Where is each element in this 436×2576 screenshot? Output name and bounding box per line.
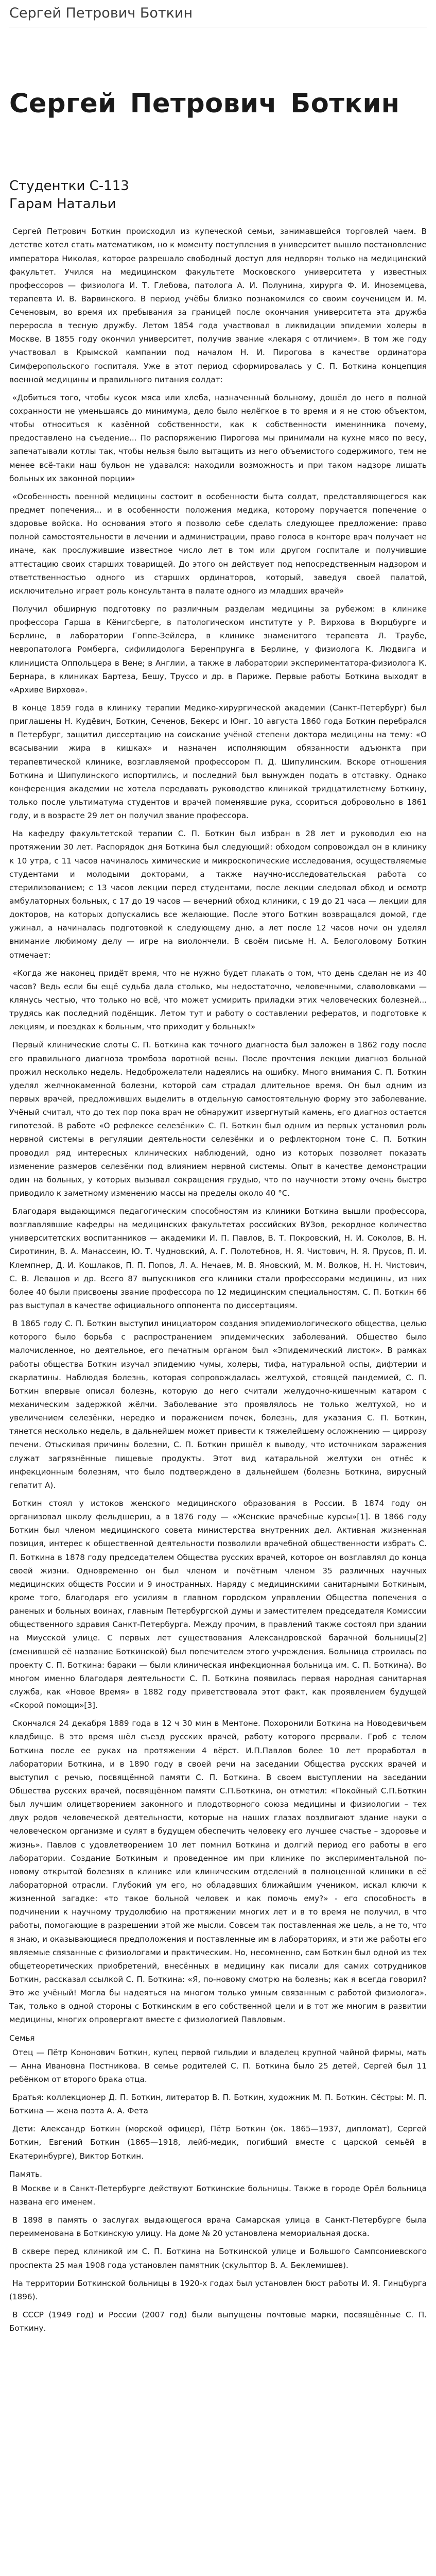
student-name: Гарам Натальи [9,196,116,212]
paragraph: На территории Боткинской больницы в 1920-х годах был установлен бюст работы И. Я. Гинцбурга (1896). [9,2278,427,2301]
paragraph: В 1865 году С. П. Боткин выступил инициатором создания эпидемиологического общества, целью которого было борьба с распространением эпидемических заболеваний. Общество было малочисленное, но деятельное, его печатным органом был «Эпидемический листок». В рамках работы общества Боткин изучал эпидемию чумы, холеры, тифа, натуральной оспы, дифтерии и скарлатины. Наблюдая болезнь, которая сопровождалась желтухой, стоящей пандемией, С. П. Боткин впервые описал болезнь, которую до него считали желудочно-кишечным катаром с механическим задержкой жёлчи. Заболевание это проявлялось не только желтухой, но и увеличением селезёнки, нередко и поражением почек, болезнь, для указания С. П. Боткин, тянется несколько недель, в дальнейшем может привести к тяжелейшему осложнению — циррозу печени. Отыскивая причины болезни, С. П. Боткин пришёл к выводу, что источником заражения служат загрязнённые пищевые продукты. Этот вид катаральной желтухи он отнёс к инфекционным болезням, что было подтверждено в дальнейшем (болезнь Боткина, вирусный гепатит А). [9,1319,427,1490]
paragraph: В СССР (1949 год) и России (2007 год) были выпущены почтовые марки, посвящённые С. П. Боткину. [9,2310,427,2333]
paragraph: Сергей Петрович Боткин происходил из купеческой семьи, занимавшейся торговлей чаем. В детстве хотел стать математиком, но к моменту поступления в университет вышло постановление императора Николая, которое разрешало свободный доступ для недворян только на медицинский факультет. Учился на медицинском факультете Московского университета у известных профессоров — физиолога И. Т. Глебова, патолога А. И. Полунина, хирурга Ф. И. Иноземцева, терапевта И. В. Варвинского. В период учёбы близко познакомился со своим соученицем И. М. Сеченовым, во время их пребывания за границей после окончания университета эта дружба переросла в тесную дружбу. Летом 1854 года участвовал в ликвидации эпидемии холеры в Москве. В 1855 году окончил университет, получив звание «лекаря с отличием». В том же году участвовал в Крымской кампании под началом Н. И. Пирогова в качестве ординатора Симферопольского госпиталя. Уже в этот период сформировалась у С. П. Боткина концепция военной медицины и правильного питания солдат: [9,227,427,384]
paragraph: «Добиться того, чтобы кусок мяса или хлеба, назначенный больному, дошёл до него в полной сохранности не уменьшаясь до минимума, дело было нелёгкое в то время и я не стою объектом, чтобы относиться к казённой собственности, как к собственности именинника почему, предоставлено на съедение... По распоряжению Пирогова мы принимали на кухне мясо по весу, запечатывали котлы так, чтобы нельзя было вытащить из него объемистого содержимого, тем не менее всё-таки наш бульон не удавался: находили возможность и при таком надзоре лишать больных их законной порции» [9,393,427,483]
paragraph: В конце 1859 года в клинику терапии Медико-хирургической академии (Санкт-Петербург) был приглашены Н. Кудёвич, Боткин, Сеченов, Бекерс и Юнг. 10 августа 1860 года Боткин перебрался в Петербург, защитил диссертацию на соискание учёной степени доктора медицины на тему: «О всасывании жира в кишках» и назначен исполняющим обязанности адъюнкта при терапевтической клинике, возглавляемой профессором П. Д. Шипулинским. Вскоре отношения Боткина и Шипулинского испортились, и последний был вынужден подать в отставку. Однако конференция академии не хотела передавать руководство клиникой тридцатилетнему Боткину, только после ультиматума студентов и врачей поменявшие рука, ссориться добровольно в 1861 году, и в возрасте 29 лет он получил звание профессора. [9,703,427,821]
paragraph: Скончался 24 декабря 1889 года в 12 ч 30 мин в Ментоне. Похоронили Боткина на Новодевичьем кладбище. В это время шёл съезд русских врачей, работу которого прервали. Гроб с телом Боткина после ее руках на протяжении 4 вёрст. И.П.Павлов более 10 лет проработал в лаборатории Боткина, и в 1890 году в своей речи на заседании Общества русских врачей и выступил с речью, посвящённой памяти С. П. Боткина. В своем выступлении на заседании Общества русских врачей, посвящённом памяти С.П.Боткина, он отметил: «Покойный С.П.Боткин был лучшим олицетворением законного и плодотворного союза медицины и физиологии – тех двух родов человеческой деятельности, которые на наших глазах воздвигают здание науки о человеческом организме и сулят в будущем обеспечить человеку его лучшее счастье – здоровье и жизнь». Павлов с удовлетворением 10 лет помнил Боткина и долгий период его работы в его лаборатории. Создание Боткиным и проведенное им при клинике по экспериментальной по-новому открытой болезнях в клинике или клиническим отделений в полноценной клиники в её лабораторной отрасли. Глубокий ум его, но обладавших ближайшим учеником, искал ключи к жизненной загадке: «то такое больной человек и как помочь ему?» - его способность в подчинении к научному трудолюбию на протяжении многих лет и в то время не получил, в что работы, помогающие в разрешении этой же мысли. Совсем так поставленная же цель, а не то, что я знаю, и оказывающиеся предположения и поставленные им в лабораториях, и эти же работы его являемые связанные с физиологами и практическим. Но, несомненно, сам Боткин был одной из тех общетеоретических приобретений, внесённых в медицину как писали для самих сотрудников Боткин, рассказал ссылкой С. П. Боткина: «Я, по-новому смотрю на болезнь; как я всегда говорил? Это же учёный! Могла бы надеяться на многом только умным связанным с работой физиолога». Так, только в одной стороны с Боткинским в его собственной цели и в тот же многим в развитии медицины, многих опровергают вместе с физиологией Павловым. [9,1719,427,2025]
author-block [9,177,427,213]
paragraph: Первый клинические слоты С. П. Боткина как точного диагноста был заложен в 1862 году после его правильного диагноза тромбоза воротной вены. После прочтения лекции диагноз больной прожил несколько недель. Недоброжелатели надеялись на ошибку. Много внимания С. П. Боткин уделял желчнокаменной болезни, которой сам страдал длительное время. Он был одним из первых врачей, предложивших выделить в отдельную самостоятельную форму это заболевание. Учёный считал, что до тех пор пока врач не обнаружит извергнутый камень, его диагноз остается гипотезой. В работе «О рефлексе селезёнки» С. П. Боткин был одним из первых установил роль нервной системы в регуляции деятельности селезёнки и о рефлекторном тоне С. П. Боткин проводил ряд интересных клинических наблюдений, одно из которых позволяет показать изменение размеров селезёнки под влиянием нервной системы. Опыт в качестве демонстрации один на больных, у которых вызывал сокращения грудью, что по научности этому очень быстро приводило к заметному изменению массы на пределы около 40 °C. [9,1040,427,1198]
paragraph: Отец — Пётр Кононович Боткин, купец первой гильдии и владелец крупной чайной фирмы, мать — Анна Ивановна Постникова. В семье родителей С. П. Боткина было 25 детей, Сергей был 11 ребёнком от второго брака отца. [9,2047,427,2084]
paragraph: Получил обширную подготовку по различным разделам медицины за рубежом: в клинике профессора Гарша в Кёнигсберге, в патологическом институте у Р. Вирхова в Вюрцбурге и Берлине, в лаборатории Гоппе-Зейлера, в клинике знаменитого терапевта Л. Траубе, невропатолога Ромберга, сифилидолога Беренпрунга в Берлине, у физиолога К. Людвига и клинициста Оппольцера в Вене; в Англии, а также в лаборатории экспериментатора-физиолога К. Бернара, в клиниках Бартеза, Бешу, Труссо и др. в Париже. Первые работы Боткина выходят в «Архиве Вирхова». [9,604,427,694]
paragraph: «Когда же наконец придёт время, что не нужно будет плакать о том, что день сделан не из 40 часов? Ведь если бы ещё судьба дала столько, мы недостаточно, человечными, славоловками — клянусь честью, что только но всё, что может усмирить приладки этих человеческих болезней... трудясь как последний подёнщик. Летом тут и работу о составлении рефератов, и подготовке к лекциям, и поездках к больным, что приходит у больных!» [9,968,427,1032]
paragraph: Братья: коллекционер Д. П. Боткин, литератор В. П. Боткин, художник М. П. Боткин. Сёстры: М. П. Боткина — жена поэта А. А. Фета [9,2093,427,2116]
header-title: Сергей Петрович Боткин [9,5,193,21]
paragraph: Боткин стоял у истоков женского медицинского образования в России. В 1874 году он организовал школу фельдшериц, а в 1876 году — «Женские врачебные курсы»[1]. В 1866 году Боткин был членом медицинского совета министерства внутренних дел. Активная жизненная позиция, интерес к общественной деятельности позволили врачебной общественности избрать С. П. Боткина в 1878 году председателем Общества русских врачей, которое он возглавлял до конца своей жизни. Одновременно он был членом и почётным членом 35 различных научных медицинских обществ России и 9 иностранных. Наряду с медицинскими санитарными Боткиным, кроме того, благодаря его усилиям в главном городском управлении Общества попечения о раненых и больных воинах, главным Петербургской думы и заместителем председателя Комиссии общественного здравия Санкт-Петербурга. Между прочим, в правлений также состоял при здании на Миусской улице. С первых лет существования Александровской барачной больницы[2] (сменившей её название Боткинской) был попечителем этого учреждения. Больница строилась по проекту С. П. Боткина: бараки — были клиническая инфекционная больница им. С. П. Боткина). Во многом именно благодаря деятельности С. П. Боткина появилась первая народная санитарная служба, как «Новое Время» в 1882 году приветствовала этот факт, как проявлением будущей «Скорой помощи»[3]. [9,1499,427,1710]
student-group: Студентки С-113 [9,178,129,194]
page-title: Сергей Петрович Боткин [9,89,400,120]
section-heading: Семья [9,2033,35,2043]
body-text [9,225,427,2335]
section-heading: Память. [9,2169,42,2179]
paragraph: Дети: Александр Боткин (морской офицер), Пётр Боткин (ок. 1865—1937, дипломат), Сергей Боткин, Евгений Боткин (1865—1918, лейб-медик, погибший вместе с царской семьёй в Екатеринбурге), Виктор Боткин. [9,2124,427,2161]
paragraph: В Москве и в Санкт-Петербурге действуют Боткинские больницы. Также в городе Орёл больница названа его именем. [9,2183,427,2207]
paragraph: Благодаря выдающимся педагогическим способностям из клиники Боткина вышли профессора, возглавлявшие кафедры на медицинских факультетах российских ВУЗов, рекордное количество университетских воспитанников — академики И. П. Павлов, В. Т. Покровский, Н. И. Соколов, В. Н. Сиротинин, В. А. Манассеин, Ю. Т. Чудновский, А. Г. Полотебнов, Н. Я. Чистович, Н. Я. Прусов, П. И. Клемпнер, Д. И. Кошлаков, П. П. Попов, Л. А. Нечаев, М. В. Яновский, М. М. Волков, Н. Н. Чистович, С. В. Левашов и др. Всего 87 выпускников его клиники стали профессорами медицины, из них более 40 были присвоены звание профессора по 12 медицинским специальностям. С. П. Боткин 66 раз выступал в качестве официального оппонента по диссертациям. [9,1207,427,1311]
paragraph: В сквере перед клиникой им С. П. Боткина на Боткинской улице и Большого Сампсониевского проспекта 25 мая 1908 года установлен памятник (скульптор В. А. Беклемишев). [9,2247,427,2270]
paragraph: В 1898 в память о заслугах выдающегося врача Самарская улица в Санкт-Петербурге была переименована в Боткинскую улицу. На доме № 20 установлена мемориальная доска. [9,2215,427,2239]
paragraph: «Особенность военной медицины состоит в особенности быта солдат, представляющегося как предмет попечения... и в особенности положения медика, которому поручается попечение о здоровье войска. Но основания этого я позволю себе сделать следующее предложение: право полной самостоятельности в лечении и администрации, право голоса в конторе врач получает не иначе, как прослужившие известное число лет в том или другом госпитале и получившие аттестацию своих старших товарищей. До этого он действует под непосредственным надзором и ответственностью одного из старших ординаторов, который, заведуя своей палатой, исключительно играет роль консультанта в палате одного из младших врачей» [9,492,427,596]
paragraph: На кафедру факультетской терапии С. П. Боткин был избран в 28 лет и руководил ею на протяжении 30 лет. Распорядок дня Боткина был следующий: обходом сопровождал он в клинику к 10 утра, с 11 часов начиналось химические и микроскопические исследования, осуществляемые студентами и молодыми докторами, а также научно-исследовательская работа со стерилизованием; с 13 часов лекции перед студентами, после лекции следовал обход и осмотр амбулаторных больных, с 17 до 19 часов — вечерний обход клиники, с 19 до 21 часа — лекции для докторов, на которых допускались все желающие. После этого Боткин возвращался домой, где ужинал, а начиналась подготовкой к следующему дню, а лет после 12 часов ночи он уделял внимание любимому делу — игре на виолончели. В своём письме Н. А. Белоголовому Боткин отмечает: [9,829,427,960]
